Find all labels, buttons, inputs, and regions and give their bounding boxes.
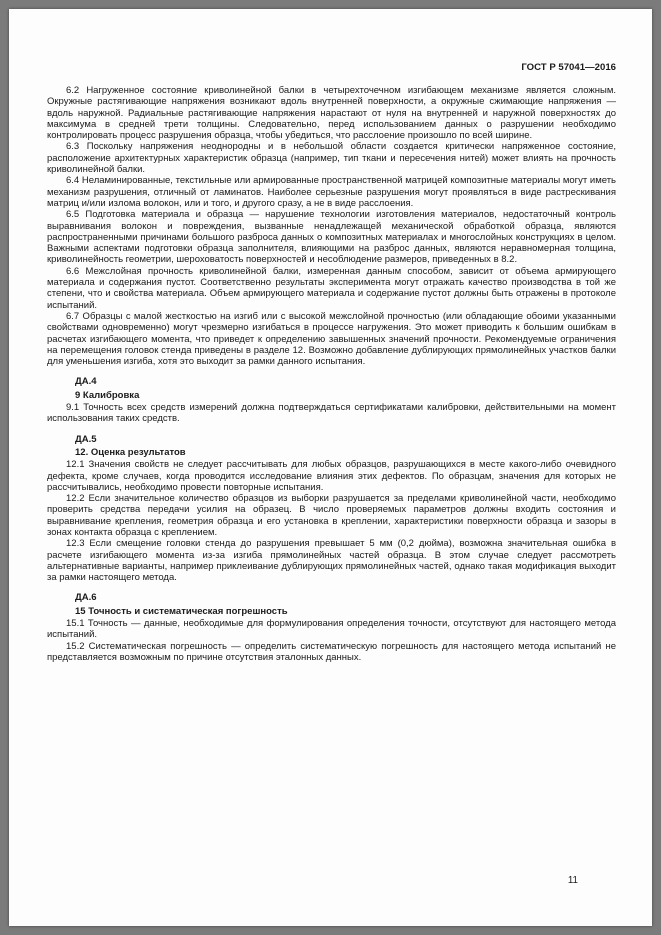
- section-heading: ДА.5: [75, 433, 97, 445]
- section-heading: 12. Оценка результатов: [75, 446, 186, 458]
- section-heading: ДА.6: [75, 592, 97, 604]
- section-heading: ДА.4: [75, 376, 97, 388]
- paragraph: 12.2 Если значительное количество образцов из выборки разрушается за пределами криволинейной части, необходимо проверить средства передачи усилия на образец. В число проверяемых параметров должны входить состояния и выравнивание крепления, геометрия образца и его установка в креплении, характеристики поверхности образца и зазоры в зонах контакта образца с креплением.: [47, 493, 616, 538]
- paragraph: 6.7 Образцы с малой жесткостью на изгиб или с высокой межслойной прочностью (или обладающие обоими указанными свойствами одновременно) могут чрезмерно изгибаться в процессе нагружения. Это может приводить к большим ошибкам в расчетах изгибающего момента, что приведет к определению завышенных значений прочности. Рекомендуемые ограничения на перемещения головок стенда приведены в разделе 12. Возможно добавление дублирующих прямолинейных участков балки для уменьшения изгиба, хотя это выходит за рамки данного испытания.: [47, 310, 616, 368]
- document-body: [47, 85, 616, 663]
- paragraph: 15.1 Точность — данные, необходимые для формулирования определения точности, отсутствуют для настоящего метода испытаний.: [47, 618, 616, 641]
- paragraph: 6.5 Подготовка материала и образца — нарушение технологии изготовления материалов, недостаточный контроль выравнивания волокон и повреждения, вызванные ненадлежащей механической обработкой образца, являются распространенными причинами большого разброса данных о композитных материалах и многослойных конструкциях в целом. Важными аспектами подготовки образца заполнителя, влияющими на разброс данных, являются неравномерная толщина, криволинейность геометрии, шероховатость поверхностей и несоблюдение размеров, приведенных в 8.2.: [47, 209, 616, 266]
- paragraph: 12.3 Если смещение головки стенда до разрушения превышает 5 мм (0,2 дюйма), возможна значительная ошибка в расчете изгибающего момента из-за изгиба прямолинейных частей образца. В этом случае следует рассмотреть альтернативные варианты, например приклеивание дублирующих прямолинейных частей, однако такая модификация выходит за рамки настоящего метода.: [47, 538, 616, 584]
- section-heading: 15 Точность и систематическая погрешность: [75, 605, 288, 617]
- paragraph: 6.3 Поскольку напряжения неоднородны и в небольшой области создается критически напряженное состояние, расположение архитектурных характеристик образца (например, тип ткани и пересечения нитей) может влиять на прочность криволинейной балки.: [47, 141, 616, 176]
- page-number: 11: [567, 875, 578, 886]
- document-footer: [568, 875, 578, 886]
- section-heading: 9 Калибровка: [75, 389, 140, 401]
- paragraph: 12.1 Значения свойств не следует рассчитывать для любых образцов, разрушающихся в месте какого-либо очевидного дефекта, кроме случаев, когда проводится исследование влияния этих дефектов. По образцам, значения для которых не рассчитывались, необходимо провести повторные испытания.: [47, 459, 616, 493]
- paragraph: 15.2 Систематическая погрешность — определить систематическую погрешность для настоящего метода испытаний не представляется возможным по причине отсутствия эталонных данных.: [47, 640, 616, 663]
- document-page: [9, 9, 652, 926]
- standard-number: ГОСТ Р 57041—2016: [521, 62, 616, 73]
- document-header: [47, 62, 616, 73]
- paragraph: 6.2 Нагруженное состояние криволинейной балки в четырехточечном изгибающем механизме является сложным. Окружные растягивающие напряжения возникают вдоль внутренней поверхности, а окружные сжимающие напряжения — вдоль наружной. Радиальные растягивающие напряжения нарастают от нуля на внутренней и наружной поверхностях до максимума в средней трети толщины. Следовательно, перед использованием данных о разрушении необходимо контролировать процесс разрушения образца, чтобы убедиться, что расслоение произошло по всей ширине.: [47, 85, 616, 142]
- paragraph: 6.4 Неламинированные, текстильные или армированные пространственной матрицей композитные материалы могут иметь механизм разрушения, отличный от ламинатов. Наиболее серьезные разрушения могут проявляться в виде растрескивания матриц и/или излома волокон, или и того, и другого сразу, а не в виде расслоения.: [47, 175, 616, 209]
- paragraph: 6.6 Межслойная прочность криволинейной балки, измеренная данным способом, зависит от объема армирующего материала и содержания пустот. Соответственно результаты эксперимента могут отражать качество производства в той же степени, что и свойства материала. Объем армирующего материала и содержание пустот должны быть отражены в протоколе испытаний.: [47, 265, 616, 311]
- paragraph: 9.1 Точность всех средств измерений должна подтверждаться сертификатами калибровки, действительными на момент использования таких средств.: [47, 402, 616, 425]
